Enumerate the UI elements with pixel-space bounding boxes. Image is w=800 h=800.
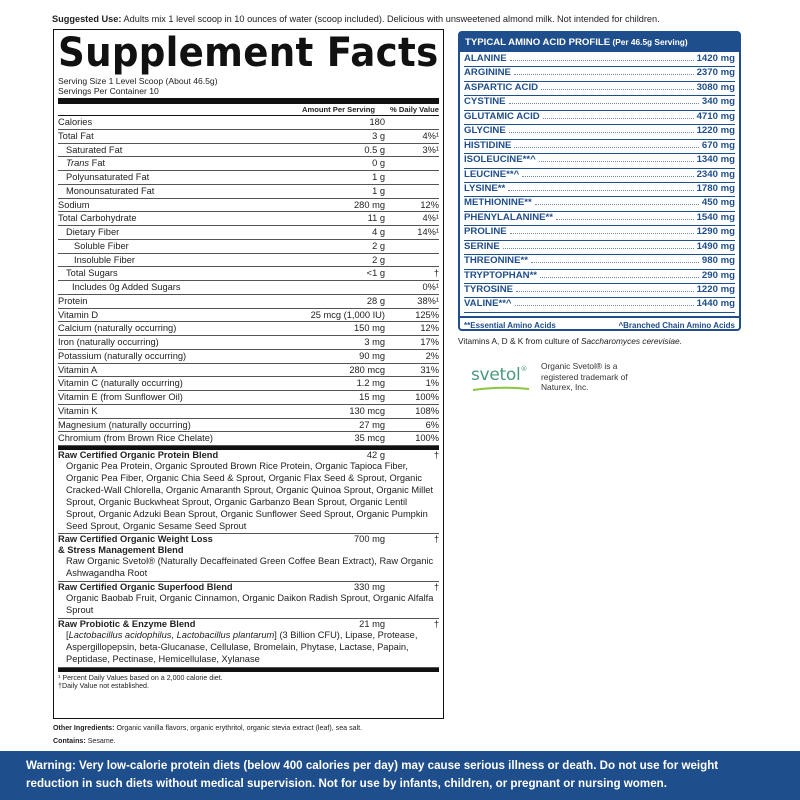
amino-value: 1220 mg bbox=[696, 125, 735, 137]
nutrient-amount: 90 mg bbox=[359, 350, 385, 361]
nutrient-dv bbox=[389, 171, 439, 184]
nutrient-name: Includes 0g Added Sugars bbox=[72, 282, 181, 292]
amino-name: SERINE bbox=[464, 240, 500, 252]
amino-subtitle: (Per 46.5g Serving) bbox=[610, 37, 688, 47]
nutrient-amount: 4 g bbox=[372, 227, 385, 237]
vitamins-note-organism: Saccharomyces cerevisiae. bbox=[580, 336, 682, 346]
amino-value: 980 mg bbox=[701, 255, 735, 267]
nutrient-row bbox=[58, 419, 439, 433]
facts-column-header bbox=[58, 104, 439, 116]
amino-name: ISOLEUCINE**^ bbox=[464, 154, 536, 166]
nutrient-dv bbox=[389, 254, 439, 267]
amino-name: ASPARTIC ACID bbox=[464, 81, 539, 93]
nutrient-dv: 4%¹ bbox=[422, 213, 439, 224]
nutrient-rows bbox=[58, 116, 439, 446]
nutrient-amount: 1.2 mg bbox=[356, 378, 385, 389]
vitamins-note-text: Vitamins A, D & K from culture of bbox=[458, 336, 581, 346]
amino-row bbox=[464, 96, 735, 110]
nutrient-row bbox=[58, 281, 439, 295]
nutrient-dv bbox=[389, 116, 439, 129]
nutrient-row bbox=[58, 364, 439, 378]
amino-name: LYSINE** bbox=[464, 182, 506, 194]
nutrient-row bbox=[58, 267, 439, 281]
amino-row bbox=[464, 270, 735, 284]
nutrient-amount: 0 g bbox=[372, 158, 385, 169]
blend-name-line: Raw Probiotic & Enzyme Blend bbox=[58, 619, 196, 630]
nutrient-name: Magnesium (naturally occurring) bbox=[58, 419, 191, 430]
other-ingredients-text: Organic vanilla flavors, organic erythritol, organic stevia extract (leaf), sea salt. bbox=[114, 724, 363, 732]
nutrient-amount: 2 g bbox=[372, 240, 385, 251]
amino-dot-leader bbox=[531, 255, 699, 263]
nutrient-row bbox=[58, 185, 439, 199]
amino-row bbox=[464, 67, 735, 81]
nutrient-amount: 180 bbox=[369, 117, 385, 127]
footnote-daily-value: ¹ Percent Daily Values based on a 2,000 calorie diet. bbox=[58, 673, 223, 682]
amino-row bbox=[464, 154, 735, 168]
amino-dot-leader bbox=[510, 226, 694, 234]
blend-dv: † bbox=[433, 450, 439, 460]
amino-acid-profile-panel bbox=[458, 31, 741, 331]
amino-row bbox=[464, 298, 735, 312]
amino-row bbox=[464, 284, 735, 298]
svetol-swoosh-icon bbox=[471, 386, 531, 392]
svetol-trademark-note: Organic Svetol® is a registered trademark of Naturex, Inc. bbox=[541, 361, 628, 392]
facts-footnotes bbox=[58, 672, 439, 691]
nutrient-name: Vitamin K bbox=[58, 405, 98, 416]
amino-value: 290 mg bbox=[701, 269, 735, 281]
svetol-logo-reg: ® bbox=[520, 365, 528, 373]
amino-value: 1440 mg bbox=[696, 298, 735, 310]
blend-ingredients-text: Organic Pea Protein, Organic Sprouted Brown Rice Protein, Organic Tapioca Fiber, Organic Pea Fiber, Organic Chia Seed & Sprout, Organic Flax Seed & Sprout, Organic Cracked-Wall Chlorella, Organic Amaranth Sprout, Organic Quinoa Sprout, Organic Millet Sprout, Organic Buckwheat Sprout, Organic Garbanzo Bean Sprout, Organic Lentil Sprout, Organic Adzuki Bean Sprout, Organic Sunflower Seed Sprout, Organic Pumpkin Seed Sprout, Organic Sesame Seed Sprout bbox=[66, 461, 434, 531]
amino-title: TYPICAL AMINO ACID PROFILE bbox=[465, 37, 611, 48]
nutrient-amount: 25 mcg (1,000 IU) bbox=[310, 309, 385, 320]
nutrient-name: Protein bbox=[58, 295, 88, 306]
amino-row bbox=[464, 226, 735, 240]
amino-name: TRYPTOPHAN** bbox=[464, 269, 538, 281]
amino-dot-leader bbox=[509, 96, 699, 104]
amino-value: 1220 mg bbox=[696, 284, 735, 295]
amino-row bbox=[464, 53, 735, 67]
svetol-logo-word bbox=[471, 365, 527, 385]
nutrient-amount: 3 mg bbox=[364, 337, 385, 347]
blend-amount: 330 mg bbox=[353, 582, 385, 593]
amino-dot-leader bbox=[509, 125, 694, 133]
amino-dot-leader bbox=[510, 53, 694, 61]
amino-name: LEUCINE**^ bbox=[464, 168, 520, 180]
amino-row bbox=[464, 197, 735, 211]
nutrient-row bbox=[58, 322, 439, 336]
amino-row bbox=[464, 212, 735, 226]
nutrient-row bbox=[58, 212, 439, 226]
nutrient-dv: 6% bbox=[425, 419, 439, 430]
col-amount-header: Amount Per Serving bbox=[302, 105, 375, 114]
amino-footer bbox=[460, 316, 739, 330]
col-dv-header: % Daily Value bbox=[390, 105, 439, 114]
amino-value: 1780 mg bbox=[696, 182, 735, 194]
amino-value: 2370 mg bbox=[696, 67, 735, 79]
amino-name: ALANINE bbox=[464, 53, 507, 64]
serving-size: Serving Size 1 Level Scoop (About 46.5g) bbox=[58, 76, 218, 86]
amino-row bbox=[464, 255, 735, 269]
blend-ingredients-text: Organic Baobab Fruit, Organic Cinnamon, Organic Daikon Radish Sprout, Organic Alfalfa Sprout bbox=[66, 593, 434, 616]
amino-row bbox=[464, 82, 735, 96]
nutrient-dv: † bbox=[433, 268, 439, 279]
nutrient-amount: 1 g bbox=[372, 172, 385, 182]
nutrient-name: Trans Fat bbox=[66, 158, 106, 169]
amino-name: GLYCINE bbox=[464, 125, 506, 137]
nutrient-row bbox=[58, 391, 439, 405]
nutrient-name: Monounsaturated Fat bbox=[66, 185, 155, 196]
nutrient-name: Vitamin E (from Sunflower Oil) bbox=[58, 392, 183, 402]
svetol-logo bbox=[471, 362, 533, 394]
nutrient-amount: 150 mg bbox=[353, 323, 385, 334]
vitamins-note bbox=[458, 336, 682, 346]
nutrient-amount: 2 g bbox=[372, 254, 385, 265]
amino-list bbox=[460, 52, 739, 313]
nutrient-row bbox=[58, 432, 439, 446]
nutrient-name: Saturated Fat bbox=[66, 144, 123, 155]
other-ingredients-label: Other Ingredients: bbox=[53, 724, 115, 732]
nutrient-amount: 130 mcg bbox=[349, 405, 385, 416]
nutrient-row bbox=[58, 309, 439, 323]
nutrient-row bbox=[58, 350, 439, 364]
amino-value: 4710 mg bbox=[696, 110, 735, 122]
nutrient-row bbox=[58, 226, 439, 240]
amino-dot-leader bbox=[514, 67, 694, 75]
nutrient-dv: 2% bbox=[425, 350, 439, 361]
nutrient-amount: 3 g bbox=[372, 130, 385, 141]
nutrient-row bbox=[58, 254, 439, 268]
amino-footer-bcaa: ^Branched Chain Amino Acids bbox=[618, 320, 735, 330]
nutrient-amount: 15 mg bbox=[359, 392, 385, 402]
nutrient-dv bbox=[389, 185, 439, 198]
nutrient-name: Chromium (from Brown Rice Chelate) bbox=[58, 433, 213, 444]
nutrient-amount: <1 g bbox=[366, 268, 385, 279]
amino-name: HISTIDINE bbox=[464, 139, 512, 151]
nutrient-row bbox=[58, 116, 439, 130]
nutrient-amount: 35 mcg bbox=[354, 433, 385, 444]
amino-value: 1290 mg bbox=[696, 226, 735, 238]
nutrient-dv bbox=[389, 240, 439, 253]
servings-per-container: Servings Per Container 10 bbox=[58, 86, 159, 96]
amino-name: CYSTINE bbox=[464, 96, 506, 108]
other-ingredients bbox=[53, 722, 362, 748]
contains-text: Sesame. bbox=[85, 737, 116, 745]
nutrient-row bbox=[58, 336, 439, 350]
nutrient-amount: 11 g bbox=[367, 213, 385, 224]
nutrient-row bbox=[58, 405, 439, 419]
nutrient-row bbox=[58, 199, 439, 213]
warning-line-2: reduction in such diets without medical supervision. Not for use by infants, children, or pregnant or nursing women. bbox=[26, 777, 667, 790]
blend-ingredients bbox=[58, 593, 439, 619]
amino-row bbox=[464, 125, 735, 139]
amino-value: 1340 mg bbox=[696, 154, 735, 166]
nutrient-row bbox=[58, 295, 439, 309]
amino-name: THREONINE** bbox=[464, 255, 528, 267]
nutrient-dv bbox=[389, 157, 439, 170]
amino-name: TYROSINE bbox=[464, 284, 514, 295]
suggested-use bbox=[52, 14, 792, 24]
nutrient-dv: 125% bbox=[415, 309, 439, 320]
blend-name bbox=[58, 450, 273, 461]
amino-name: VALINE**^ bbox=[464, 298, 512, 310]
blend-name-line: Raw Certified Organic Superfood Blend bbox=[58, 582, 233, 593]
amino-name: ARGININE bbox=[464, 67, 511, 79]
amino-footer-essential: **Essential Amino Acids bbox=[464, 320, 556, 330]
nutrient-amount: 280 mcg bbox=[349, 364, 385, 375]
nutrient-amount: 27 mg bbox=[359, 419, 385, 430]
amino-name: METHIONINE** bbox=[464, 197, 532, 209]
nutrient-name: Vitamin A bbox=[58, 364, 98, 375]
nutrient-name: Total Sugars bbox=[66, 268, 118, 279]
nutrient-dv: 38%¹ bbox=[417, 295, 439, 306]
amino-row bbox=[464, 183, 735, 197]
blend-ingredients-text: Raw Organic Svetol® (Naturally Decaffeinated Green Coffee Bean Extract), Raw Organic Ashwagandha Root bbox=[66, 556, 434, 579]
contains-label: Contains: bbox=[53, 737, 86, 745]
nutrient-name: Potassium (naturally occurring) bbox=[58, 350, 187, 361]
amino-value: 1490 mg bbox=[696, 240, 735, 252]
blend-name bbox=[58, 582, 273, 593]
nutrient-amount: 280 mg bbox=[353, 199, 385, 210]
nutrient-name: Vitamin C (naturally occurring) bbox=[58, 378, 183, 389]
nutrient-dv: 14%¹ bbox=[417, 227, 439, 237]
nutrient-name: Vitamin D bbox=[58, 309, 99, 320]
suggested-use-text: Adults mix 1 level scoop in 10 ounces of water (scoop included). Delicious with unsweetened almond milk. Not intended for children. bbox=[121, 14, 660, 24]
amino-name: PHENYLALANINE** bbox=[464, 211, 554, 223]
blend-name-line: Raw Certified Organic Weight Loss bbox=[58, 534, 213, 545]
blend-ingredients-italic: Lactobacillus acidophilus, Lactobacillus plantarum bbox=[68, 630, 275, 641]
blend-header bbox=[58, 619, 439, 630]
facts-title: Supplement Facts bbox=[58, 30, 439, 76]
blend-amount: 42 g bbox=[366, 450, 385, 460]
amino-dot-leader bbox=[535, 197, 699, 205]
nutrient-row bbox=[58, 130, 439, 144]
nutrient-row bbox=[58, 144, 439, 158]
svetol-logo-text: svetol bbox=[471, 365, 521, 385]
nutrient-row bbox=[58, 157, 439, 171]
blend-name bbox=[58, 534, 273, 556]
amino-row bbox=[464, 140, 735, 154]
nutrient-dv: 31% bbox=[420, 364, 439, 375]
nutrient-name: Calories bbox=[58, 117, 93, 127]
amino-dot-leader bbox=[543, 111, 694, 119]
nutrient-row bbox=[58, 377, 439, 391]
nutrient-name: Dietary Fiber bbox=[66, 227, 120, 237]
blend-ingredients bbox=[58, 461, 439, 534]
blend-header bbox=[58, 534, 439, 556]
blend-ingredients: [Lactobacillus acidophilus, Lactobacillus plantarum] (3 Billion CFU), Lipase, Protease, Aspergillopepsin, beta-Glucanase, Cellulase, Bromelain, Phytase, Lactase, Papain, Peptidase, Pectinase, Hemicellulase, Xylanase bbox=[58, 630, 439, 668]
nutrient-name: Polyunsaturated Fat bbox=[66, 172, 150, 182]
amino-value: 1540 mg bbox=[696, 211, 735, 223]
blend-dv: † bbox=[433, 534, 439, 545]
amino-dot-leader bbox=[539, 154, 694, 162]
suggested-use-label: Suggested Use: bbox=[52, 14, 122, 24]
nutrient-dv: 108% bbox=[415, 405, 439, 416]
amino-dot-leader bbox=[516, 284, 694, 292]
amino-value: 670 mg bbox=[701, 139, 735, 151]
amino-dot-leader bbox=[522, 169, 693, 177]
nutrient-dv: 4%¹ bbox=[422, 130, 439, 141]
warning-line-1: Very low-calorie protein diets (below 400 calories per day) may cause serious illness or death. Do not use for weight bbox=[75, 759, 719, 772]
nutrient-name: Soluble Fiber bbox=[74, 240, 129, 251]
blend-header bbox=[58, 582, 439, 593]
amino-dot-leader bbox=[514, 140, 698, 148]
blend-amount: 21 mg bbox=[359, 619, 385, 630]
nutrient-dv: 12% bbox=[420, 199, 439, 210]
amino-row bbox=[464, 111, 735, 125]
serving-info bbox=[58, 76, 439, 96]
nutrient-dv: 12% bbox=[420, 323, 439, 334]
blend-ingredients bbox=[58, 556, 439, 582]
amino-name: PROLINE bbox=[464, 226, 507, 238]
amino-value: 2340 mg bbox=[696, 168, 735, 180]
nutrient-row bbox=[58, 171, 439, 185]
amino-row bbox=[464, 241, 735, 255]
amino-dot-leader bbox=[556, 212, 694, 220]
amino-title-bar bbox=[460, 33, 739, 52]
supplement-facts-panel bbox=[53, 29, 444, 719]
amino-value: 3080 mg bbox=[696, 81, 735, 93]
nutrient-dv: 0%¹ bbox=[422, 282, 439, 292]
blend-header bbox=[58, 450, 439, 461]
nutrient-name: Total Carbohydrate bbox=[58, 213, 137, 224]
blend-amount: 700 mg bbox=[353, 534, 385, 545]
amino-dot-leader bbox=[508, 183, 693, 191]
amino-dot-leader bbox=[515, 298, 694, 306]
nutrient-name: Calcium (naturally occurring) bbox=[58, 323, 177, 334]
amino-dot-leader bbox=[540, 270, 699, 278]
nutrient-row bbox=[58, 240, 439, 254]
blend-dv: † bbox=[433, 582, 439, 593]
nutrient-name: Insoluble Fiber bbox=[74, 254, 135, 265]
nutrient-amount: 28 g bbox=[366, 295, 385, 306]
amino-value: 340 mg bbox=[701, 96, 735, 108]
nutrient-dv: 1% bbox=[425, 378, 439, 389]
amino-value: 450 mg bbox=[701, 197, 735, 209]
blend-ingredients-text: (3 Billion CFU), Lipase, Protease, Aspergillopepsin, beta-Glucanase, Cellulase, Bromelain, Phytase, Lactase, Papain, Peptidase, Pectinase, Hemicellulase, Xylanase bbox=[66, 630, 418, 664]
nutrient-amount bbox=[273, 281, 389, 294]
nutrient-dv: 3%¹ bbox=[422, 144, 439, 155]
warning-label: Warning: bbox=[26, 759, 76, 772]
amino-row bbox=[464, 169, 735, 183]
amino-value: 1420 mg bbox=[696, 53, 735, 64]
blend-name bbox=[58, 619, 273, 630]
nutrient-dv: 17% bbox=[420, 337, 439, 347]
nutrient-name: Sodium bbox=[58, 199, 90, 210]
nutrient-name: Iron (naturally occurring) bbox=[58, 337, 159, 347]
amino-dot-leader bbox=[503, 241, 694, 249]
nutrient-amount: 0.5 g bbox=[364, 144, 385, 155]
amino-dot-leader bbox=[541, 82, 694, 90]
footnote-not-established: †Daily Value not established. bbox=[58, 682, 149, 691]
blend-name-line: & Stress Management Blend bbox=[58, 545, 184, 556]
amino-name: GLUTAMIC ACID bbox=[464, 110, 540, 122]
nutrient-dv: 100% bbox=[415, 392, 439, 402]
warning-banner bbox=[0, 751, 800, 800]
blend-rows bbox=[58, 450, 439, 668]
nutrient-name: Total Fat bbox=[58, 130, 94, 141]
nutrient-amount: 1 g bbox=[372, 185, 385, 196]
blend-dv: † bbox=[433, 619, 439, 630]
nutrient-dv: 100% bbox=[415, 433, 439, 444]
blend-name-line: Raw Certified Organic Protein Blend bbox=[58, 450, 219, 460]
